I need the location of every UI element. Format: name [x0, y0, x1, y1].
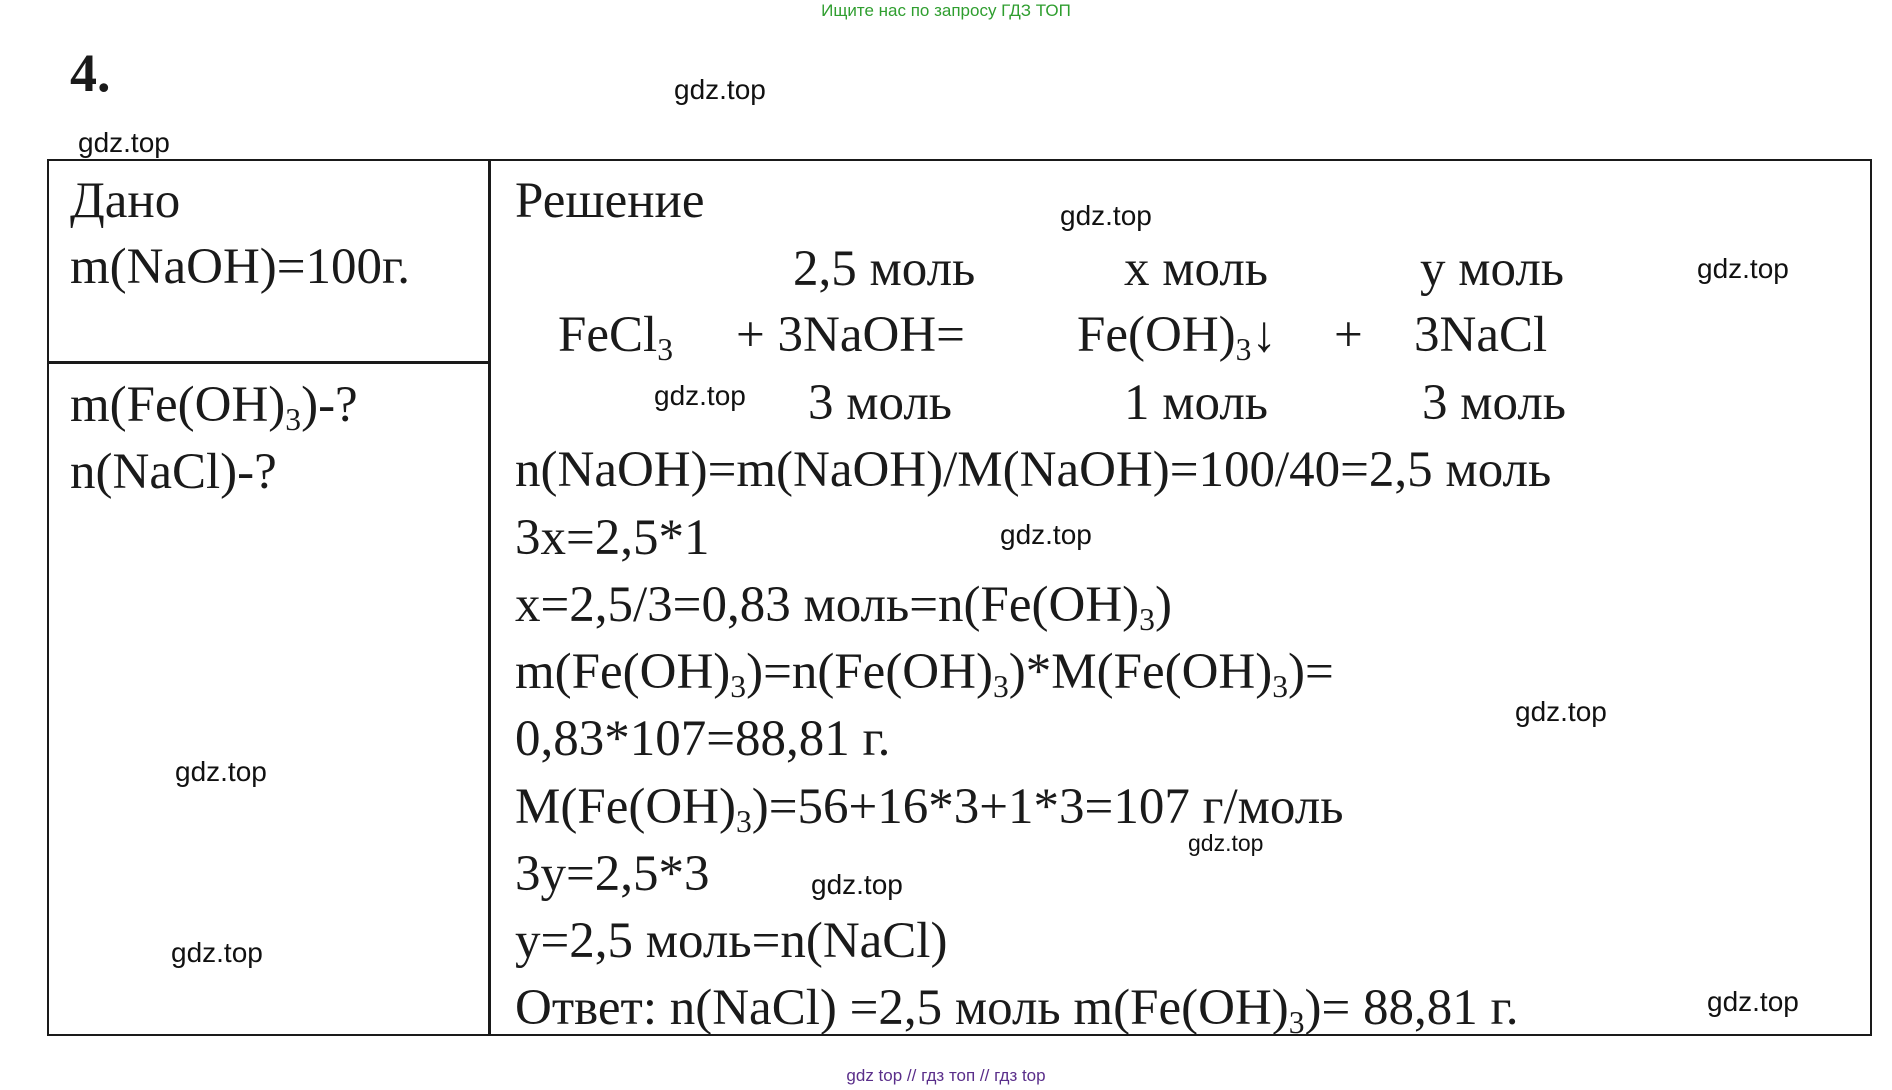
table-column-divider [488, 159, 491, 1036]
solution-line-moles-naoh: n(NaOH)=m(NaOH)/M(NaOH)=100/40=2,5 моль [515, 442, 1552, 498]
watermark: gdz.top [78, 127, 170, 158]
solution-line-proportion-y: 3y=2,5*3 [515, 846, 710, 902]
solution-line-molar-mass: $M(Fe(OH)_3)=56+16*3+1*3=107$ г/моль [515, 779, 1344, 839]
problem-number: 4. [70, 43, 111, 103]
solution-line-x-value: x=2,5/3=0,83 $моль=n(Fe(OH)_3)$ [515, 577, 1172, 637]
solution-line-mass-value: 0,83*107=88,81 г. [515, 711, 891, 767]
watermark: gdz.top [811, 869, 903, 900]
watermark: gdz.top [1000, 519, 1092, 550]
equation-plus: + [1334, 307, 1363, 363]
find-moles-nacl: n(NaCl)-? [70, 444, 277, 500]
watermark: gdz.top [1697, 253, 1789, 284]
watermark: gdz.top [1188, 830, 1264, 856]
below-naoh: 3 моль [808, 375, 953, 431]
equation-nacl: 3NaCl [1414, 307, 1548, 363]
equation-feoh3: $Fe(OH)_3↓$ [1077, 307, 1277, 367]
answer-line: Ответ: n(NaCl) =2,5 моль $m(Fe(OH)_3)= 88,81$ г. [515, 980, 1519, 1040]
table-given-divider [47, 361, 490, 364]
watermark: gdz.top [1707, 986, 1799, 1017]
equation-naoh: + 3NaOH= [736, 307, 965, 363]
find-mass-feoh3: $m(Fe(OH)_3)-$? [70, 377, 358, 437]
solution-line-y-value: y=2,5 моль=n(NaCl) [515, 913, 948, 969]
watermark: gdz.top [175, 756, 267, 787]
below-nacl: 3 моль [1422, 375, 1567, 431]
watermark: gdz.top [1515, 696, 1607, 727]
watermark: gdz.top [654, 380, 746, 411]
above-nacl: у моль [1420, 241, 1565, 297]
watermark: gdz.top [674, 74, 766, 105]
watermark: gdz.top [1060, 200, 1152, 231]
solution-line-mass-formula: $m(Fe(OH)_3)=n(Fe(OH)_3)*M(Fe(OH)_3)=$ [515, 644, 1334, 704]
footer-watermark: gdz top // гдз топ // гдз top [846, 1066, 1046, 1085]
equation-fecl3: FeCl$_3$ [558, 307, 673, 367]
above-naoh: 2,5 моль [793, 241, 976, 297]
below-feoh3: 1 моль [1124, 375, 1269, 431]
above-feoh3: х моль [1124, 241, 1269, 297]
given-mass-naoh: m(NaOH)=100г. [70, 239, 410, 295]
watermark: gdz.top [171, 937, 263, 968]
solution-line-proportion-x: 3x=2,5*1 [515, 510, 710, 566]
given-title: Дано [70, 173, 181, 229]
search-banner: Ищите нас по запросу ГДЗ ТОП [821, 1, 1071, 20]
solution-title: Решение [515, 173, 705, 229]
